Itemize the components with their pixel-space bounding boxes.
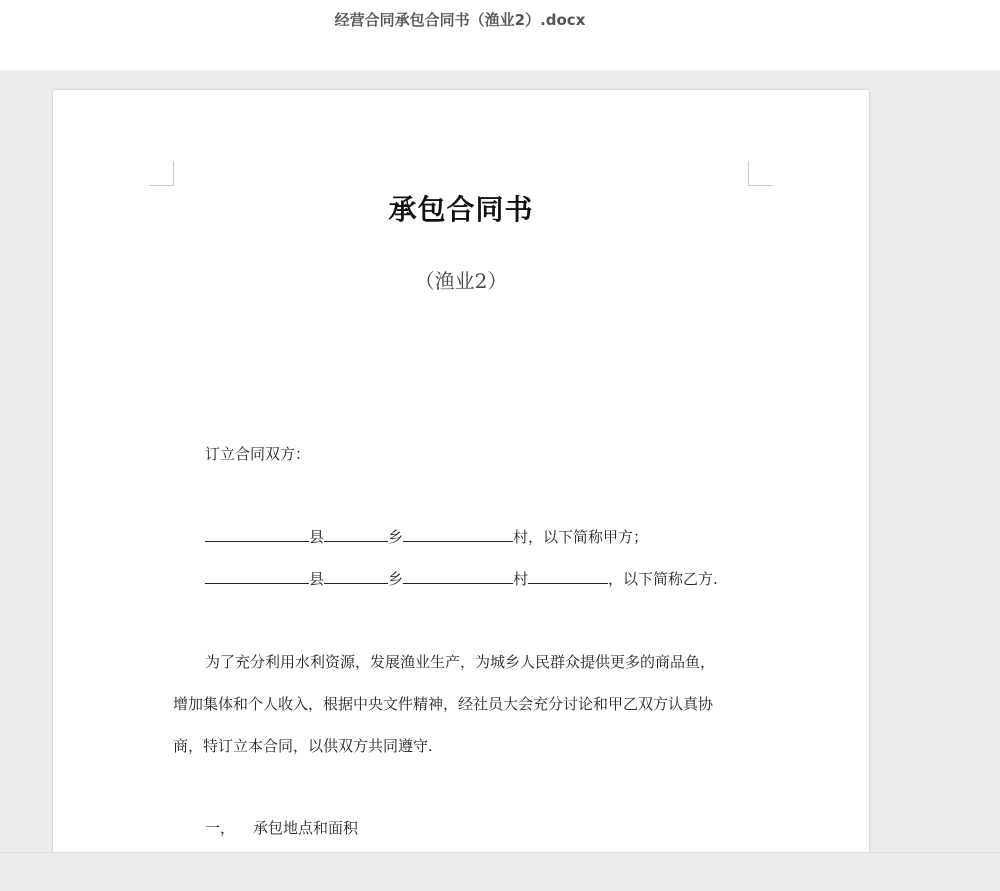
document-subtitle: （渔业2）	[414, 269, 508, 293]
section-number: 一，	[205, 819, 236, 837]
top-bar	[0, 0, 1000, 70]
village-blank[interactable]	[403, 526, 513, 542]
county-label: 县	[309, 528, 325, 546]
party-b-name-blank[interactable]	[528, 568, 608, 584]
contract-parties-label: 订立合同双方：	[205, 445, 311, 463]
township-blank[interactable]	[324, 526, 388, 542]
party-b-suffix: ，以下简称乙方.	[608, 570, 718, 588]
margin-corner-top-right	[748, 161, 773, 186]
document-title: 承包合同书	[388, 193, 534, 226]
document-page[interactable]	[53, 90, 869, 870]
party-a-line	[205, 526, 648, 547]
section-title: 承包地点和面积	[253, 819, 359, 837]
township-blank[interactable]	[324, 568, 388, 584]
body-text-line: 商，特订立本合同，以供双方共同遵守.	[173, 737, 433, 755]
body-text-line: 增加集体和个人收入，根据中央文件精神，经社员大会充分讨论和甲乙双方认真协	[173, 695, 714, 713]
file-title: 经营合同承包合同书（渔业2）.docx	[334, 11, 586, 29]
county-blank[interactable]	[205, 526, 309, 542]
county-label: 县	[309, 570, 325, 588]
township-label: 乡	[388, 528, 404, 546]
township-label: 乡	[388, 570, 404, 588]
margin-corner-top-left	[149, 161, 174, 186]
county-blank[interactable]	[205, 568, 309, 584]
party-a-suffix: 村，以下简称甲方；	[513, 528, 649, 546]
party-b-line	[205, 568, 718, 589]
body-text-line: 为了充分利用水利资源，发展渔业生产，为城乡人民群众提供更多的商品鱼，	[205, 653, 716, 671]
bottom-bar	[0, 852, 1000, 891]
village-blank[interactable]	[403, 568, 513, 584]
village-label: 村	[513, 570, 529, 588]
